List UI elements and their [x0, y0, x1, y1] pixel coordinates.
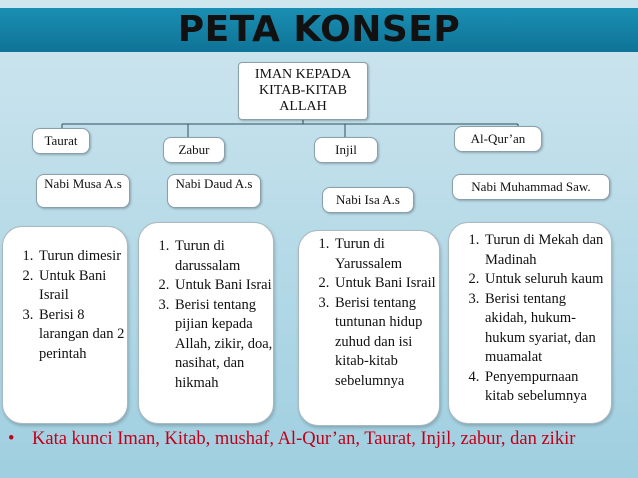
book-node-alquran: Al-Qur’an [454, 126, 542, 152]
card-point: 1. Turun dimesir [37, 247, 127, 267]
book-node-injil: Injil [314, 137, 378, 163]
footer-keywords [8, 430, 628, 448]
card-point: 4. Penyempurnaan kitab sebelumnya [483, 368, 611, 407]
card-point: 1. Turun di Mekah dan Madinah [483, 231, 611, 270]
info-card-alquran [448, 222, 612, 424]
card-point: 2. Untuk seluruh kaum [483, 270, 611, 290]
card-point: 3. Berisi tentang akidah, hukum-hukum syariat, dan muamalat [483, 290, 611, 368]
prophet-node-musa: Nabi Musa A.s [36, 174, 130, 208]
info-card-injil [298, 230, 440, 426]
footer-bullet: • [8, 429, 15, 449]
prophet-node-isa: Nabi Isa A.s [322, 187, 414, 213]
card-point: 2. Untuk Bani Israi [173, 276, 273, 296]
prophet-node-muhammad: Nabi Muhammad Saw. [452, 174, 610, 200]
info-card-taurat [2, 226, 128, 424]
root-node-iman-kitab: IMAN KEPADA KITAB-KITAB ALLAH [238, 62, 368, 120]
info-card-zabur [138, 222, 274, 424]
prophet-node-daud: Nabi Daud A.s [167, 174, 261, 208]
footer-text: Kata kunci Iman, Kitab, mushaf, Al-Qur’an, Taurat, Injil, zabur, dan zikir [32, 429, 576, 449]
card-point: 1. Turun di darussalam [173, 237, 273, 276]
card-point: 3. Berisi tentang tuntunan hidup zuhud dan isi kitab-kitab sebelumnya [333, 294, 439, 392]
book-node-zabur: Zabur [163, 137, 225, 163]
card-point: 3. Berisi 8 larangan dan 2 perintah [37, 306, 127, 365]
card-point: 3. Berisi tentang pijian kepada Allah, zikir, doa, nasihat, dan hikmah [173, 296, 273, 394]
card-point: 2. Untuk Bani Israil [333, 274, 439, 294]
page-title: PETA KONSEP [177, 9, 461, 50]
book-node-taurat: Taurat [32, 128, 90, 154]
card-point: 2. Untuk Bani Israil [37, 267, 127, 306]
card-point: 1. Turun di Yarussalem [333, 235, 439, 274]
